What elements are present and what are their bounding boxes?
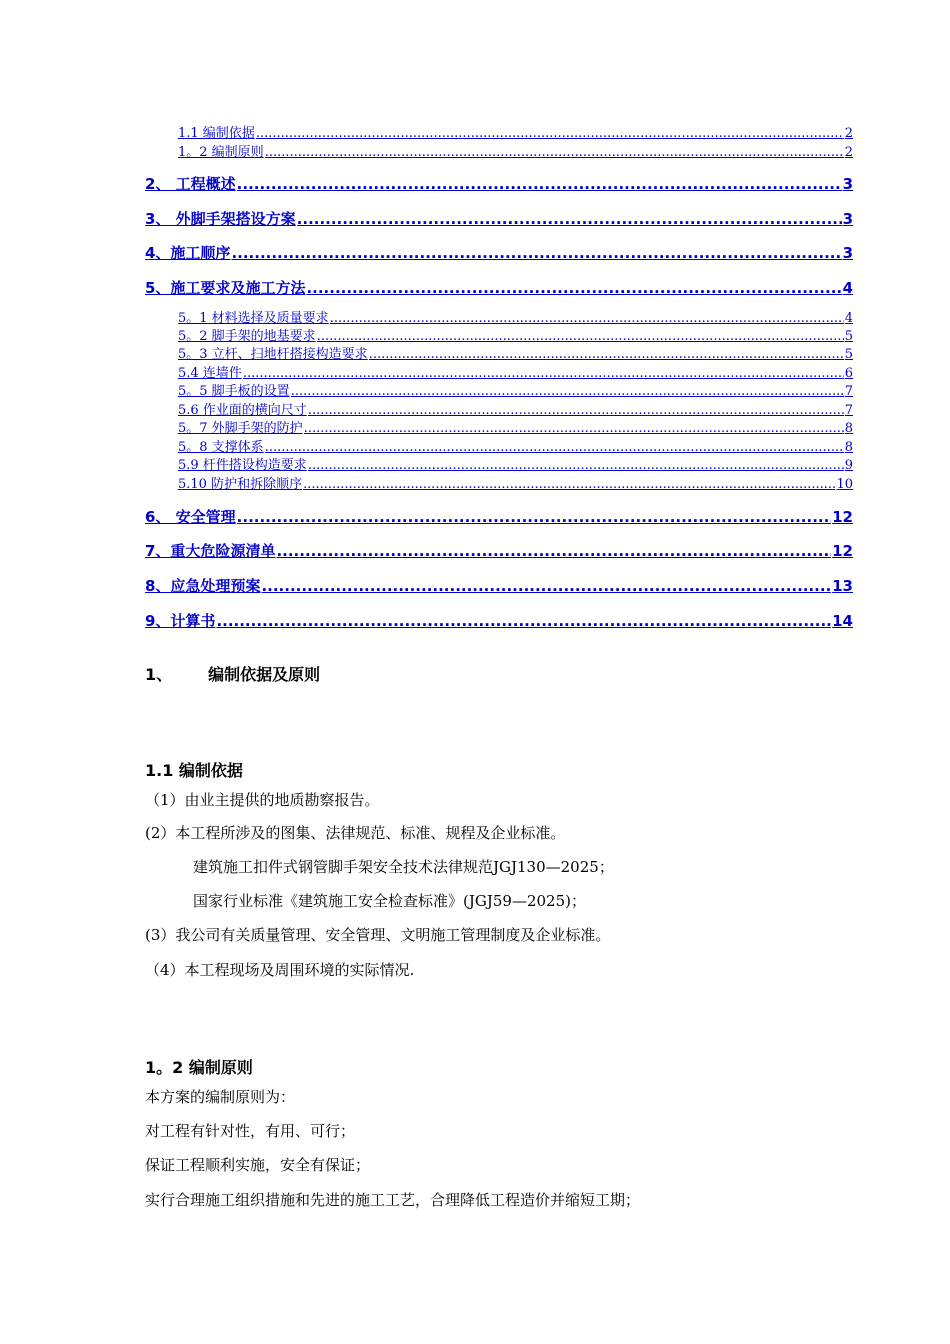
- toc-leader-dots: [330, 310, 844, 327]
- toc-leader-dots: [231, 242, 841, 264]
- toc-leader-dots: [304, 420, 844, 437]
- paragraph-line: （1）由业主提供的地质勘察报告。: [145, 791, 380, 809]
- toc-entry[interactable]: [178, 420, 853, 437]
- toc-page-number: 12: [832, 508, 853, 526]
- toc-entry-label: 5。3 立杆、扫地杆搭接构造要求: [178, 347, 368, 362]
- toc-leader-dots: [265, 439, 844, 456]
- paragraph-line: (3）我公司有关质量管理、安全管理、文明施工管理制度及企业标准。: [145, 926, 611, 944]
- toc-entry-label: 9、计算书: [145, 612, 216, 630]
- toc-entry-label: 5、施工要求及施工方法: [145, 279, 306, 297]
- toc-page-number: 5: [844, 347, 853, 362]
- paragraph-line: 建筑施工扣件式钢管脚手架安全技术法律规范JGJ130—2025；: [193, 858, 614, 876]
- toc-entry-label: 5。7 外脚手架的防护: [178, 421, 303, 436]
- toc-entry[interactable]: [178, 476, 853, 493]
- paragraph-line: 对工程有针对性，有用、可行；: [145, 1122, 356, 1140]
- toc-entry[interactable]: [145, 610, 853, 632]
- toc-page-number: 10: [836, 477, 853, 492]
- toc-page-number: 12: [832, 542, 853, 560]
- section-1-heading: [145, 662, 320, 685]
- toc-entry[interactable]: [178, 402, 853, 419]
- toc-entry[interactable]: [145, 540, 853, 562]
- toc-entry-label: 5。8 支撑体系: [178, 440, 264, 455]
- toc-entry-label: 3、 外脚手架搭设方案: [145, 210, 296, 228]
- toc-leader-dots: [237, 173, 842, 195]
- toc-entry-label: 5.10 防护和拆除顺序: [178, 477, 303, 492]
- toc-entry-label: 1.1 编制依据: [178, 126, 255, 141]
- paragraph-line: 国家行业标准《建筑施工安全检查标准》(JGJ59—2025)；: [193, 892, 586, 910]
- toc-entry[interactable]: [178, 346, 853, 363]
- toc-entry[interactable]: [178, 125, 853, 142]
- toc-entry[interactable]: [145, 173, 853, 195]
- toc-page-number: 4: [842, 279, 853, 297]
- toc-entry-label: 5。5 脚手板的设置: [178, 384, 290, 399]
- toc-page-number: 2: [844, 126, 853, 141]
- toc-entry[interactable]: [178, 365, 853, 382]
- toc-leader-dots: [297, 208, 842, 230]
- paragraph-line: 保证工程顺利实施，安全有保证；: [145, 1156, 371, 1174]
- toc-leader-dots: [237, 506, 831, 528]
- toc-page-number: 7: [844, 403, 853, 418]
- paragraph-line: 本方案的编制原则为：: [145, 1088, 296, 1106]
- toc-leader-dots: [216, 610, 831, 632]
- toc-entry-label: 5.9 杆件搭设构造要求: [178, 458, 307, 473]
- section-1-1-heading: 1.1 编制依据: [145, 761, 243, 780]
- toc-entry-label: 5.6 作业面的横向尺寸: [178, 403, 307, 418]
- toc-entry[interactable]: [145, 506, 853, 528]
- toc-entry-label: 4、施工顺序: [145, 244, 231, 262]
- toc-entry[interactable]: [145, 242, 853, 264]
- toc-entry-label: 2、 工程概述: [145, 175, 236, 193]
- toc-entry-label: 1。2 编制原则: [178, 145, 264, 160]
- paragraph-line: (2）本工程所涉及的图集、法律规范、标准、规程及企业标准。: [145, 824, 566, 842]
- toc-page-number: 3: [842, 244, 853, 262]
- toc-leader-dots: [243, 365, 844, 382]
- toc-page-number: 7: [844, 384, 853, 399]
- toc-entry-label: 5。2 脚手架的地基要求: [178, 329, 316, 344]
- toc-leader-dots: [265, 144, 844, 161]
- toc-leader-dots: [256, 125, 844, 142]
- toc-leader-dots: [276, 540, 831, 562]
- toc-leader-dots: [303, 476, 835, 493]
- toc-entry-label: 5.4 连墙件: [178, 366, 242, 381]
- toc-page-number: 3: [842, 175, 853, 193]
- toc-leader-dots: [317, 328, 844, 345]
- toc-entry[interactable]: [145, 575, 853, 597]
- toc-page-number: 2: [844, 145, 853, 160]
- toc-entry[interactable]: [178, 310, 853, 327]
- toc-leader-dots: [369, 346, 844, 363]
- toc-leader-dots: [306, 277, 841, 299]
- toc-entry[interactable]: [178, 328, 853, 345]
- toc-entry-label: 5。1 材料选择及质量要求: [178, 311, 329, 326]
- section-1-title: 编制依据及原则: [208, 665, 321, 684]
- toc-leader-dots: [308, 402, 844, 419]
- toc-entry[interactable]: [178, 383, 853, 400]
- toc-leader-dots: [308, 457, 844, 474]
- toc-page-number: 3: [842, 210, 853, 228]
- toc-entry[interactable]: [178, 457, 853, 474]
- toc-page-number: 14: [832, 612, 853, 630]
- toc-entry-label: 7、重大危险源清单: [145, 542, 276, 560]
- section-1-number: 1、: [145, 665, 173, 684]
- toc-entry[interactable]: [178, 144, 853, 161]
- toc-entry[interactable]: [145, 277, 853, 299]
- paragraph-line: （4）本工程现场及周围环境的实际情况.: [145, 961, 415, 979]
- paragraph-line: 实行合理施工组织措施和先进的施工工艺，合理降低工程造价并缩短工期；: [145, 1191, 641, 1209]
- toc-entry-label: 8、应急处理预案: [145, 577, 261, 595]
- toc-page-number: 9: [844, 458, 853, 473]
- toc-leader-dots: [291, 383, 844, 400]
- toc-page-number: 5: [844, 329, 853, 344]
- toc-page-number: 4: [844, 311, 853, 326]
- toc-leader-dots: [261, 575, 831, 597]
- toc-page-number: 8: [844, 421, 853, 436]
- toc-page-number: 13: [832, 577, 853, 595]
- toc-entry-label: 6、 安全管理: [145, 508, 236, 526]
- toc-entry[interactable]: [145, 208, 853, 230]
- toc-page-number: 6: [844, 366, 853, 381]
- toc-entry[interactable]: [178, 439, 853, 456]
- section-1-2-heading: 1。2 编制原则: [145, 1058, 253, 1077]
- toc-page-number: 8: [844, 440, 853, 455]
